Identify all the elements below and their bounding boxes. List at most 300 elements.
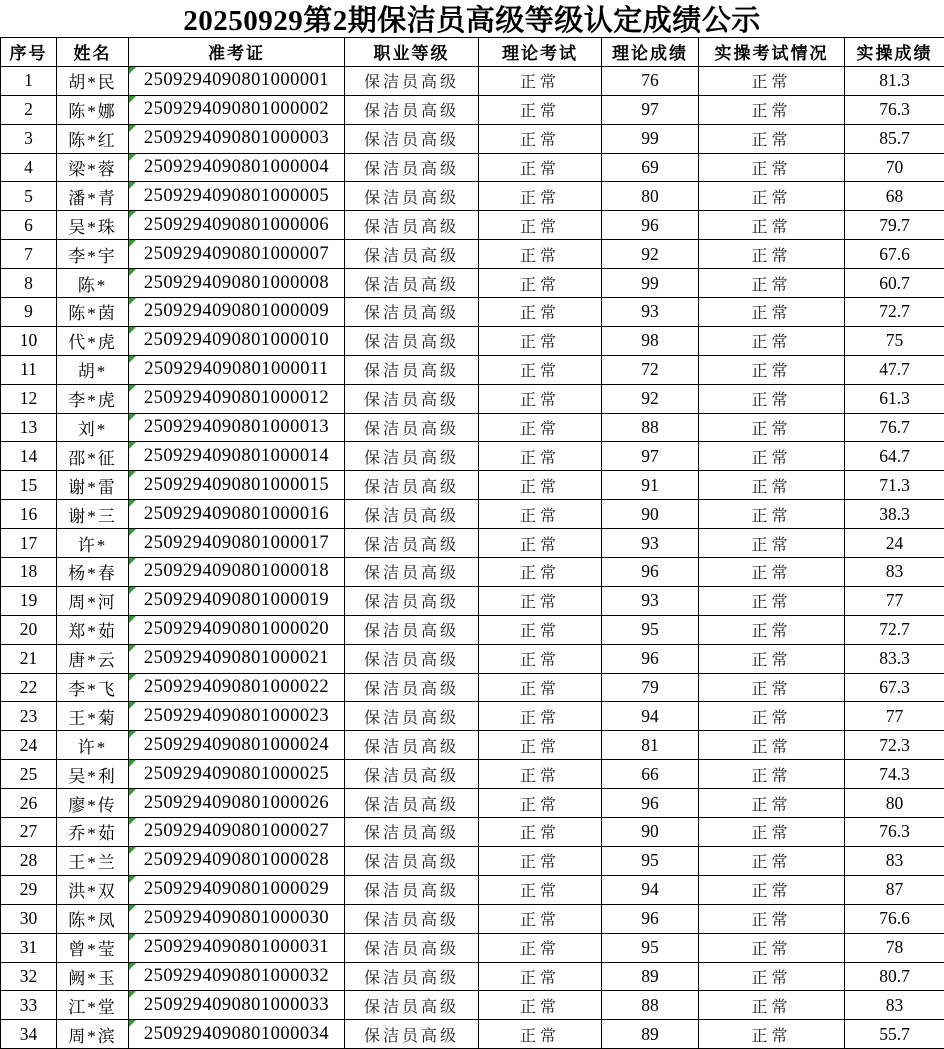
- table-row: [1, 991, 944, 1020]
- cell-practical_score: 76.7: [845, 413, 944, 442]
- cell-name: 刘*: [57, 413, 129, 442]
- cell-practical_score: 67.3: [845, 673, 944, 702]
- text-format-flag-triangle-icon: [129, 471, 136, 478]
- cell-theory_score: 94: [602, 702, 699, 731]
- cell-theory_status: 正常: [479, 442, 602, 471]
- cell-practical_score: 76.3: [845, 818, 944, 847]
- cell-theory_score: 92: [602, 240, 699, 269]
- cell-theory_score: 99: [602, 269, 699, 298]
- cell-ticket: [129, 933, 345, 962]
- col-header-ticket: 准考证: [129, 38, 345, 67]
- text-format-flag-triangle-icon: [129, 182, 136, 189]
- table-row: [1, 413, 944, 442]
- table-row: [1, 240, 944, 269]
- text-format-flag-triangle-icon: [129, 876, 136, 883]
- cell-theory_status: 正常: [479, 471, 602, 500]
- cell-level: 保洁员高级: [345, 702, 479, 731]
- cell-theory_status: 正常: [479, 326, 602, 355]
- cell-practical_score: 83: [845, 846, 944, 875]
- cell-ticket: [129, 211, 345, 240]
- cell-no: 1: [1, 66, 57, 95]
- cell-level: 保洁员高级: [345, 673, 479, 702]
- cell-ticket: [129, 558, 345, 587]
- cell-practical_score: 77: [845, 586, 944, 615]
- text-format-flag-triangle-icon: [129, 442, 136, 449]
- cell-theory_score: 96: [602, 789, 699, 818]
- table-row: [1, 962, 944, 991]
- cell-theory_status: 正常: [479, 211, 602, 240]
- cell-theory_score: 81: [602, 731, 699, 760]
- cell-practical_status: 正常: [699, 615, 845, 644]
- ticket-number: 2509294090801000027: [143, 821, 330, 842]
- cell-theory_score: 89: [602, 962, 699, 991]
- cell-practical_status: 正常: [699, 442, 845, 471]
- cell-theory_status: 正常: [479, 702, 602, 731]
- cell-name: 许*: [57, 731, 129, 760]
- cell-practical_status: 正常: [699, 182, 845, 211]
- text-format-flag-triangle-icon: [129, 154, 136, 161]
- ticket-number: 2509294090801000001: [143, 70, 330, 91]
- cell-level: 保洁员高级: [345, 644, 479, 673]
- cell-no: 21: [1, 644, 57, 673]
- cell-theory_score: 95: [602, 615, 699, 644]
- cell-ticket: [129, 442, 345, 471]
- ticket-number: 2509294090801000019: [143, 590, 330, 611]
- cell-level: 保洁员高级: [345, 991, 479, 1020]
- cell-practical_score: 87: [845, 875, 944, 904]
- cell-theory_status: 正常: [479, 962, 602, 991]
- ticket-number: 2509294090801000010: [143, 330, 330, 351]
- cell-level: 保洁员高级: [345, 731, 479, 760]
- cell-theory_status: 正常: [479, 529, 602, 558]
- cell-level: 保洁员高级: [345, 962, 479, 991]
- table-row: [1, 66, 944, 95]
- ticket-number: 2509294090801000003: [143, 128, 330, 149]
- cell-theory_score: 94: [602, 875, 699, 904]
- cell-theory_status: 正常: [479, 644, 602, 673]
- cell-practical_score: 64.7: [845, 442, 944, 471]
- cell-practical_score: 68: [845, 182, 944, 211]
- text-format-flag-triangle-icon: [129, 905, 136, 912]
- cell-level: 保洁员高级: [345, 615, 479, 644]
- text-format-flag-triangle-icon: [129, 702, 136, 709]
- cell-level: 保洁员高级: [345, 355, 479, 384]
- cell-theory_score: 80: [602, 182, 699, 211]
- cell-practical_score: 24: [845, 529, 944, 558]
- table-row: [1, 471, 944, 500]
- cell-ticket: [129, 904, 345, 933]
- cell-no: 11: [1, 355, 57, 384]
- cell-theory_status: 正常: [479, 875, 602, 904]
- table-row: [1, 586, 944, 615]
- cell-theory_status: 正常: [479, 269, 602, 298]
- cell-name: 陈*娜: [57, 95, 129, 124]
- cell-theory_score: 88: [602, 413, 699, 442]
- cell-practical_score: 83: [845, 558, 944, 587]
- ticket-number: 2509294090801000024: [143, 734, 330, 755]
- cell-level: 保洁员高级: [345, 95, 479, 124]
- cell-ticket: [129, 702, 345, 731]
- cell-no: 33: [1, 991, 57, 1020]
- ticket-number: 2509294090801000017: [143, 532, 330, 553]
- cell-theory_score: 97: [602, 442, 699, 471]
- table-row: [1, 760, 944, 789]
- cell-practical_status: 正常: [699, 66, 845, 95]
- text-format-flag-triangle-icon: [129, 731, 136, 738]
- table-row: [1, 124, 944, 153]
- cell-practical_status: 正常: [699, 875, 845, 904]
- cell-ticket: [129, 991, 345, 1020]
- cell-ticket: [129, 384, 345, 413]
- text-format-flag-triangle-icon: [129, 760, 136, 767]
- cell-practical_score: 72.3: [845, 731, 944, 760]
- cell-practical_status: 正常: [699, 298, 845, 327]
- table-row: [1, 326, 944, 355]
- cell-ticket: [129, 413, 345, 442]
- cell-ticket: [129, 298, 345, 327]
- cell-theory_score: 93: [602, 298, 699, 327]
- ticket-number: 2509294090801000011: [144, 359, 329, 380]
- cell-practical_status: 正常: [699, 211, 845, 240]
- table-row: [1, 818, 944, 847]
- table-row: [1, 933, 944, 962]
- text-format-flag-triangle-icon: [129, 674, 136, 681]
- ticket-number: 2509294090801000009: [143, 301, 330, 322]
- cell-theory_score: 96: [602, 644, 699, 673]
- cell-theory_status: 正常: [479, 95, 602, 124]
- col-header-name: 姓名: [57, 38, 129, 67]
- ticket-number: 2509294090801000026: [143, 792, 330, 813]
- cell-theory_score: 72: [602, 355, 699, 384]
- col-header-theory_score: 理论成绩: [602, 38, 699, 67]
- cell-practical_score: 70: [845, 153, 944, 182]
- cell-theory_score: 79: [602, 673, 699, 702]
- cell-theory_score: 90: [602, 818, 699, 847]
- cell-no: 30: [1, 904, 57, 933]
- cell-ticket: [129, 962, 345, 991]
- cell-practical_score: 60.7: [845, 269, 944, 298]
- cell-theory_status: 正常: [479, 1020, 602, 1049]
- ticket-number: 2509294090801000006: [143, 214, 330, 235]
- text-format-flag-triangle-icon: [129, 1020, 136, 1027]
- cell-theory_score: 97: [602, 95, 699, 124]
- text-format-flag-triangle-icon: [129, 847, 136, 854]
- cell-name: 陈*: [57, 269, 129, 298]
- cell-no: 20: [1, 615, 57, 644]
- cell-practical_status: 正常: [699, 269, 845, 298]
- cell-practical_score: 61.3: [845, 384, 944, 413]
- cell-name: 许*: [57, 529, 129, 558]
- cell-theory_score: 98: [602, 326, 699, 355]
- cell-level: 保洁员高级: [345, 124, 479, 153]
- text-format-flag-triangle-icon: [129, 269, 136, 276]
- ticket-number: 2509294090801000028: [143, 850, 330, 871]
- cell-practical_score: 83: [845, 991, 944, 1020]
- cell-theory_status: 正常: [479, 66, 602, 95]
- cell-practical_score: 77: [845, 702, 944, 731]
- cell-level: 保洁员高级: [345, 182, 479, 211]
- cell-no: 17: [1, 529, 57, 558]
- cell-practical_status: 正常: [699, 702, 845, 731]
- cell-practical_score: 79.7: [845, 211, 944, 240]
- table-row: [1, 731, 944, 760]
- title-bar: [0, 0, 944, 37]
- cell-name: 乔*茹: [57, 818, 129, 847]
- cell-name: 吴*珠: [57, 211, 129, 240]
- cell-name: 杨*春: [57, 558, 129, 587]
- text-format-flag-triangle-icon: [129, 529, 136, 536]
- cell-level: 保洁员高级: [345, 413, 479, 442]
- table-row: [1, 702, 944, 731]
- cell-practical_status: 正常: [699, 673, 845, 702]
- cell-theory_score: 91: [602, 471, 699, 500]
- cell-practical_score: 72.7: [845, 298, 944, 327]
- ticket-number: 2509294090801000031: [143, 937, 330, 958]
- cell-ticket: [129, 615, 345, 644]
- cell-name: 吴*利: [57, 760, 129, 789]
- cell-practical_status: 正常: [699, 95, 845, 124]
- cell-name: 唐*云: [57, 644, 129, 673]
- cell-ticket: [129, 586, 345, 615]
- text-format-flag-triangle-icon: [129, 991, 136, 998]
- ticket-number: 2509294090801000034: [143, 1023, 330, 1044]
- text-format-flag-triangle-icon: [129, 385, 136, 392]
- cell-practical_score: 55.7: [845, 1020, 944, 1049]
- ticket-number: 2509294090801000005: [143, 185, 330, 206]
- cell-no: 13: [1, 413, 57, 442]
- cell-no: 6: [1, 211, 57, 240]
- cell-theory_status: 正常: [479, 500, 602, 529]
- ticket-number: 2509294090801000018: [143, 561, 330, 582]
- cell-no: 14: [1, 442, 57, 471]
- cell-ticket: [129, 673, 345, 702]
- cell-level: 保洁员高级: [345, 269, 479, 298]
- text-format-flag-triangle-icon: [129, 327, 136, 334]
- table-row: [1, 904, 944, 933]
- cell-no: 32: [1, 962, 57, 991]
- col-header-no: 序号: [1, 38, 57, 67]
- cell-practical_status: 正常: [699, 413, 845, 442]
- ticket-number: 2509294090801000021: [143, 648, 330, 669]
- text-format-flag-triangle-icon: [129, 789, 136, 796]
- ticket-number: 2509294090801000023: [143, 705, 330, 726]
- cell-no: 26: [1, 789, 57, 818]
- cell-level: 保洁员高级: [345, 875, 479, 904]
- cell-theory_status: 正常: [479, 586, 602, 615]
- cell-theory_status: 正常: [479, 298, 602, 327]
- page-title: 20250929第2期保洁员高级等级认定成绩公示: [183, 5, 761, 37]
- cell-theory_score: 90: [602, 500, 699, 529]
- cell-theory_status: 正常: [479, 731, 602, 760]
- table-row: [1, 95, 944, 124]
- cell-practical_status: 正常: [699, 471, 845, 500]
- cell-no: 4: [1, 153, 57, 182]
- cell-ticket: [129, 500, 345, 529]
- cell-theory_score: 96: [602, 904, 699, 933]
- cell-level: 保洁员高级: [345, 471, 479, 500]
- cell-theory_status: 正常: [479, 413, 602, 442]
- cell-practical_status: 正常: [699, 760, 845, 789]
- cell-practical_score: 74.3: [845, 760, 944, 789]
- table-row: [1, 153, 944, 182]
- cell-level: 保洁员高级: [345, 240, 479, 269]
- cell-theory_status: 正常: [479, 384, 602, 413]
- cell-no: 29: [1, 875, 57, 904]
- cell-level: 保洁员高级: [345, 818, 479, 847]
- cell-level: 保洁员高级: [345, 1020, 479, 1049]
- cell-name: 谢*三: [57, 500, 129, 529]
- cell-ticket: [129, 182, 345, 211]
- cell-level: 保洁员高级: [345, 586, 479, 615]
- cell-ticket: [129, 355, 345, 384]
- ticket-number: 2509294090801000014: [143, 445, 330, 466]
- ticket-number: 2509294090801000007: [143, 243, 330, 264]
- cell-theory_status: 正常: [479, 355, 602, 384]
- table-row: [1, 269, 944, 298]
- cell-ticket: [129, 1020, 345, 1049]
- cell-theory_score: 93: [602, 529, 699, 558]
- cell-practical_score: 76.3: [845, 95, 944, 124]
- cell-name: 李*虎: [57, 384, 129, 413]
- text-format-flag-triangle-icon: [129, 558, 136, 565]
- cell-no: 2: [1, 95, 57, 124]
- cell-name: 江*堂: [57, 991, 129, 1020]
- cell-ticket: [129, 789, 345, 818]
- cell-ticket: [129, 731, 345, 760]
- table-row: [1, 211, 944, 240]
- col-header-practical_status: 实操考试情况: [699, 38, 845, 67]
- cell-practical_score: 71.3: [845, 471, 944, 500]
- cell-practical_status: 正常: [699, 153, 845, 182]
- cell-no: 3: [1, 124, 57, 153]
- cell-practical_score: 47.7: [845, 355, 944, 384]
- cell-practical_status: 正常: [699, 124, 845, 153]
- ticket-number: 2509294090801000032: [143, 965, 330, 986]
- cell-theory_status: 正常: [479, 846, 602, 875]
- cell-no: 27: [1, 818, 57, 847]
- cell-name: 邵*征: [57, 442, 129, 471]
- cell-theory_status: 正常: [479, 991, 602, 1020]
- cell-ticket: [129, 269, 345, 298]
- cell-ticket: [129, 644, 345, 673]
- cell-level: 保洁员高级: [345, 442, 479, 471]
- col-header-theory_status: 理论考试: [479, 38, 602, 67]
- table-row: [1, 182, 944, 211]
- cell-no: 24: [1, 731, 57, 760]
- cell-theory_status: 正常: [479, 124, 602, 153]
- cell-name: 潘*青: [57, 182, 129, 211]
- cell-ticket: [129, 818, 345, 847]
- ticket-number: 2509294090801000002: [143, 99, 330, 120]
- table-row: [1, 875, 944, 904]
- text-format-flag-triangle-icon: [129, 934, 136, 941]
- cell-ticket: [129, 66, 345, 95]
- cell-name: 李*飞: [57, 673, 129, 702]
- cell-practical_score: 80.7: [845, 962, 944, 991]
- cell-name: 王*菊: [57, 702, 129, 731]
- cell-practical_status: 正常: [699, 384, 845, 413]
- cell-level: 保洁员高级: [345, 298, 479, 327]
- cell-practical_score: 81.3: [845, 66, 944, 95]
- cell-no: 16: [1, 500, 57, 529]
- cell-practical_status: 正常: [699, 933, 845, 962]
- cell-name: 洪*双: [57, 875, 129, 904]
- cell-no: 5: [1, 182, 57, 211]
- text-format-flag-triangle-icon: [129, 645, 136, 652]
- col-header-practical_score: 实操成绩: [845, 38, 944, 67]
- cell-name: 陈*红: [57, 124, 129, 153]
- cell-name: 胡*民: [57, 66, 129, 95]
- cell-theory_status: 正常: [479, 558, 602, 587]
- cell-theory_status: 正常: [479, 818, 602, 847]
- table-row: [1, 789, 944, 818]
- cell-practical_status: 正常: [699, 1020, 845, 1049]
- ticket-number: 2509294090801000016: [143, 503, 330, 524]
- cell-no: 28: [1, 846, 57, 875]
- table-row: [1, 615, 944, 644]
- cell-practical_status: 正常: [699, 558, 845, 587]
- cell-level: 保洁员高级: [345, 789, 479, 818]
- cell-name: 曾*莹: [57, 933, 129, 962]
- cell-no: 15: [1, 471, 57, 500]
- ticket-number: 2509294090801000008: [143, 272, 330, 293]
- text-format-flag-triangle-icon: [129, 616, 136, 623]
- table-row: [1, 298, 944, 327]
- cell-ticket: [129, 240, 345, 269]
- cell-theory_status: 正常: [479, 615, 602, 644]
- col-header-level: 职业等级: [345, 38, 479, 67]
- text-format-flag-triangle-icon: [129, 67, 136, 74]
- table-row: [1, 384, 944, 413]
- cell-level: 保洁员高级: [345, 529, 479, 558]
- cell-name: 廖*传: [57, 789, 129, 818]
- cell-name: 阙*玉: [57, 962, 129, 991]
- cell-theory_status: 正常: [479, 760, 602, 789]
- cell-theory_score: 93: [602, 586, 699, 615]
- cell-theory_status: 正常: [479, 789, 602, 818]
- cell-practical_score: 78: [845, 933, 944, 962]
- cell-ticket: [129, 95, 345, 124]
- cell-practical_status: 正常: [699, 789, 845, 818]
- table-row: [1, 442, 944, 471]
- table-row: [1, 644, 944, 673]
- cell-practical_score: 67.6: [845, 240, 944, 269]
- cell-no: 34: [1, 1020, 57, 1049]
- table-header-row: [1, 38, 944, 67]
- cell-no: 22: [1, 673, 57, 702]
- ticket-number: 2509294090801000013: [143, 417, 330, 438]
- cell-no: 10: [1, 326, 57, 355]
- cell-name: 梁*蓉: [57, 153, 129, 182]
- results-table: [0, 37, 944, 1049]
- cell-practical_score: 83.3: [845, 644, 944, 673]
- cell-level: 保洁员高级: [345, 558, 479, 587]
- ticket-number: 2509294090801000015: [143, 474, 330, 495]
- cell-practical_score: 38.3: [845, 500, 944, 529]
- cell-theory_score: 95: [602, 933, 699, 962]
- cell-practical_status: 正常: [699, 846, 845, 875]
- cell-no: 9: [1, 298, 57, 327]
- ticket-number: 2509294090801000030: [143, 908, 330, 929]
- cell-theory_score: 69: [602, 153, 699, 182]
- text-format-flag-triangle-icon: [129, 414, 136, 421]
- cell-no: 25: [1, 760, 57, 789]
- cell-theory_score: 96: [602, 211, 699, 240]
- cell-ticket: [129, 846, 345, 875]
- cell-ticket: [129, 153, 345, 182]
- cell-theory_score: 88: [602, 991, 699, 1020]
- cell-theory_score: 99: [602, 124, 699, 153]
